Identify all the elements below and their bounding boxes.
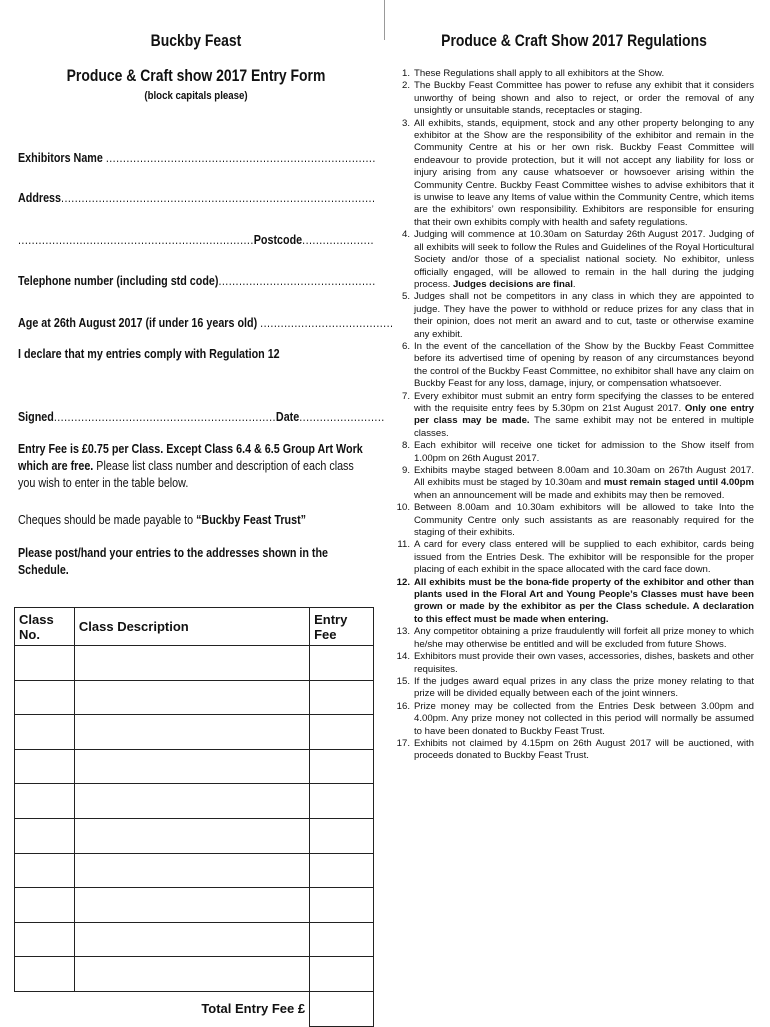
age-label: Age at 26th August 2017 (if under 16 years old) — [18, 316, 258, 330]
exhibitors-name-field[interactable]: Exhibitors Name ............................................................................... — [18, 151, 376, 165]
total-entry-fee-label: Total Entry Fee £ — [201, 1001, 306, 1017]
regulation-number: 16. — [396, 700, 410, 712]
cheques-text: Cheques should be made payable to “Buckby Feast Trust” — [18, 513, 307, 527]
regulation-number: 1. — [401, 68, 410, 79]
signed-label: Signed — [18, 410, 54, 424]
postcode-field[interactable]: .....................................................................Postcode..................... — [18, 233, 374, 247]
class-description-cell[interactable] — [74, 715, 309, 750]
class-description-header: Class Description — [74, 608, 309, 646]
regulation-number: 12. — [396, 576, 410, 588]
telephone-field[interactable]: Telephone number (including std code).............................................. — [18, 274, 376, 288]
regulation-number: 5. — [401, 291, 410, 303]
postcode-label: Postcode — [253, 233, 303, 247]
class-no-cell[interactable] — [15, 715, 75, 750]
regulation-text: Judging will commence at 10.30am on Saturday 26th August 2017. Judging of all exhibits will seek to follow the Rules and Guidelines of the Royal Horticultural Society and/or those of a specialist national society. No exhibitor, unless officially engaged, will be allowed to remain in the hall during the judging process. — [414, 229, 754, 290]
regulation-number: 10. — [396, 502, 410, 514]
table-row — [15, 888, 374, 923]
class-no-cell[interactable] — [15, 888, 75, 923]
regulation-emphasis: must remain staged until 4.00pm — [603, 477, 754, 489]
telephone-label: Telephone number (including std code) — [18, 274, 219, 288]
class-no-cell[interactable] — [15, 957, 75, 992]
regulation-number: 4. — [401, 229, 410, 241]
class-no-cell[interactable] — [15, 784, 75, 819]
class-no-cell[interactable] — [15, 922, 75, 957]
age-field[interactable]: Age at 26th August 2017 (if under 16 years old) ....................................... — [18, 316, 394, 330]
regulation-number: 8. — [401, 440, 410, 452]
regulation-item — [394, 651, 754, 676]
total-row — [15, 991, 374, 1026]
regulation-item — [394, 229, 754, 291]
class-no-cell[interactable] — [15, 749, 75, 784]
regulation-text: Every exhibitor must submit an entry form specifying the classes to be entered with the requisite entry fees by 5.30pm on 21st August 2017. — [414, 390, 754, 414]
class-description-cell[interactable] — [74, 818, 309, 853]
regulation-item — [394, 341, 754, 391]
entry-fee-cell[interactable] — [310, 888, 374, 923]
regulation-item — [394, 577, 754, 627]
class-description-cell[interactable] — [74, 853, 309, 888]
entry-fee-cell[interactable] — [310, 680, 374, 715]
entry-fee-cell[interactable] — [310, 853, 374, 888]
regulation-text: Prize money may be collected from the Entries Desk between 3.00pm and 4.00pm. Any prize money not collected in this period will normally be assumed to have been donated to Buckby Feast Trust. — [414, 700, 754, 737]
declaration-text: I declare that my entries comply with Regulation 12 — [18, 347, 280, 361]
table-row — [15, 646, 374, 681]
regulation-text-cont: . — [572, 278, 576, 290]
class-no-cell[interactable] — [15, 818, 75, 853]
regulation-item — [394, 68, 754, 80]
regulation-number: 11. — [397, 539, 410, 551]
regulation-text: Exhibits not claimed by 4.15pm on 26th August 2017 will be auctioned, with proceeds donated to Buckby Feast Trust. — [414, 737, 754, 762]
class-no-cell[interactable] — [15, 853, 75, 888]
regulation-number: 15. — [396, 675, 410, 687]
entry-fee-text: Entry Fee is £0.75 per Class. Except Class 6.4 & 6.5 Group Art Work which are free. Please list class number and description of each class you wish to enter in the table below. — [18, 442, 363, 490]
regulation-item — [394, 80, 754, 117]
regulations-list — [394, 68, 754, 763]
regulation-item — [394, 118, 754, 230]
regulation-item — [394, 465, 754, 502]
regulation-text: The Buckby Feast Committee has power to refuse any exhibit that it considers unworthy of being shown and also to reject, or order the removal of any unsightly or unsuitable stands, receptacles or staging. — [414, 80, 754, 117]
post-instruction: Please post/hand your entries to the addresses shown in the Schedule. — [18, 546, 329, 577]
class-description-cell[interactable] — [74, 680, 309, 715]
regulation-item — [394, 701, 754, 738]
table-row — [15, 784, 374, 819]
regulation-number: 14. — [396, 651, 410, 663]
form-subtitle-title: Produce & Craft show 2017 Entry Form — [66, 66, 326, 85]
regulation-text: If the judges award equal prizes in any class the prize money relating to that prize will be divided equally between each of the joint winners. — [414, 675, 754, 700]
entry-fee-cell[interactable] — [310, 818, 374, 853]
class-description-cell[interactable] — [74, 784, 309, 819]
regulation-emphasis: Judges decisions are final — [452, 278, 573, 290]
regulation-text: Judges shall not be competitors in any class in which they are appointed to judge. They have the power to withhold or reduce prizes for any class that in their opinion, does not merit an award and to cut, taste or otherwise examine any exhibit. — [414, 291, 754, 340]
regulation-number: 3. — [401, 117, 410, 129]
regulation-text: These Regulations shall apply to all exhibitors at the Show. — [414, 68, 665, 79]
entry-form — [18, 30, 374, 102]
exhibitors-name-label: Exhibitors Name — [18, 151, 103, 165]
entry-fee-header: Entry Fee — [310, 608, 374, 646]
table-row — [15, 922, 374, 957]
total-entry-fee-cell[interactable] — [310, 991, 374, 1026]
regulation-text: Exhibitors must provide their own vases, accessories, dishes, baskets and other requisites. — [414, 651, 754, 675]
regulation-item — [394, 676, 754, 701]
class-description-cell[interactable] — [74, 922, 309, 957]
regulation-text: All exhibits, stands, equipment, stock and any other property belonging to any exhibitor at the Show are the responsibility of the exhibitor and remain in the Community Centre at his or her own risk. Buckby Feast Committee will endeavour to provide protection, but it will not accept any liability for loss or injury arising from any cause whatsoever or howsoever arising within the Community Centre. Buckby Feast Committee wishes to advise exhibitors that it is unwise to leave any Items of value within the Community Centre, which items are the exhibitors’ own responsibility. Exhibitors are responsible for ensuring that their own exhibits comply with health and safety regulations. — [414, 117, 754, 228]
regulation-number: 2. — [401, 80, 410, 92]
table-row — [15, 715, 374, 750]
form-title: Buckby Feast — [150, 31, 242, 50]
regulation-text: Between 8.00am and 10.30am exhibitors will be allowed to take Into the Community Centre only such assistants as are reasonably required for the staging of their exhibits. — [414, 502, 754, 539]
regulation-text: Each exhibitor will receive one ticket for admission to the Show itself from 1.00pm on 26th August 2017. — [414, 440, 754, 464]
entry-table — [14, 607, 374, 1027]
regulation-number: 9. — [401, 465, 410, 476]
regulation-number: 17. — [396, 737, 410, 749]
regulation-item — [394, 738, 754, 763]
regulations-title: Produce & Craft Show 2017 Regulations — [441, 31, 707, 50]
regulation-item — [394, 291, 754, 341]
regulation-item — [394, 539, 754, 576]
regulation-number: 7. — [401, 390, 410, 402]
regulation-emphasis: Only one entry per class may be made. — [414, 402, 754, 427]
table-header-row — [15, 608, 374, 646]
regulation-text: All exhibits must be the bona-fide property of the exhibitor and other than plants used in the Floral Art and Young People’s Classes must have been grown or made by the exhibitor as per the Class schedule. A declaration to this effect must be made when entering. — [414, 576, 754, 625]
address-field[interactable]: Address............................................................................................ — [18, 191, 376, 205]
entry-fee-cell[interactable] — [310, 749, 374, 784]
regulation-text-cont: The same exhibit may not be entered in multiple classes. — [414, 415, 755, 439]
entry-fee-cell[interactable] — [310, 715, 374, 750]
regulation-number: 6. — [401, 340, 410, 352]
table-row — [15, 957, 374, 992]
entry-fee-cell[interactable] — [310, 784, 374, 819]
regulation-text: A card for every class entered will be supplied to each exhibitor, cards being issued from the Entries Desk. The exhibitor will be responsible for the proper placing of each exhibit in the space allocated with the card face down. — [414, 539, 754, 576]
entry-fee-cell[interactable] — [310, 922, 374, 957]
class-no-header: Class No. — [15, 608, 75, 646]
regulation-item — [394, 440, 754, 465]
regulation-number: 13. — [396, 626, 410, 638]
table-row — [15, 749, 374, 784]
table-row — [15, 818, 374, 853]
class-description-cell[interactable] — [74, 749, 309, 784]
class-no-cell[interactable] — [15, 680, 75, 715]
regulation-text: Exhibits maybe staged between 8.00am and 10.30am on 267th August 2017. All exhibits must be staged by 10.30am and — [414, 465, 754, 489]
regulation-text-cont: when an announcement will be made and exhibits may then be removed. — [414, 489, 725, 501]
class-description-cell[interactable] — [74, 957, 309, 992]
address-label: Address — [18, 191, 62, 205]
regulation-item — [394, 626, 754, 651]
regulation-item — [394, 391, 754, 441]
entry-fee-cell[interactable] — [310, 646, 374, 681]
signature-date-field[interactable]: Signed.................................................................Date......................... — [18, 410, 385, 424]
regulation-text: In the event of the cancellation of the Show by the Buckby Feast Committee before its advertised time of opening by reason of any circumstances beyond the control of the Buckby Feast Committee, no exhibitor shall have any claim on Buckby Feast for any loss, damage, injury, or compensation whatsoever. — [414, 340, 754, 390]
class-description-cell[interactable] — [74, 646, 309, 681]
class-no-cell[interactable] — [15, 646, 75, 681]
column-divider — [384, 0, 385, 40]
regulations-section — [394, 30, 754, 763]
regulation-text: Any competitor obtaining a prize fraudulently will forfeit all prize money to which he/she may otherwise be entitled and will be excluded from future Shows. — [414, 626, 754, 650]
entry-fee-cell[interactable] — [310, 957, 374, 992]
table-row — [15, 853, 374, 888]
block-capitals-note: (block capitals please) — [144, 90, 248, 102]
regulation-item — [394, 502, 754, 539]
table-row — [15, 680, 374, 715]
date-label: Date — [275, 410, 300, 424]
class-description-cell[interactable] — [74, 888, 309, 923]
